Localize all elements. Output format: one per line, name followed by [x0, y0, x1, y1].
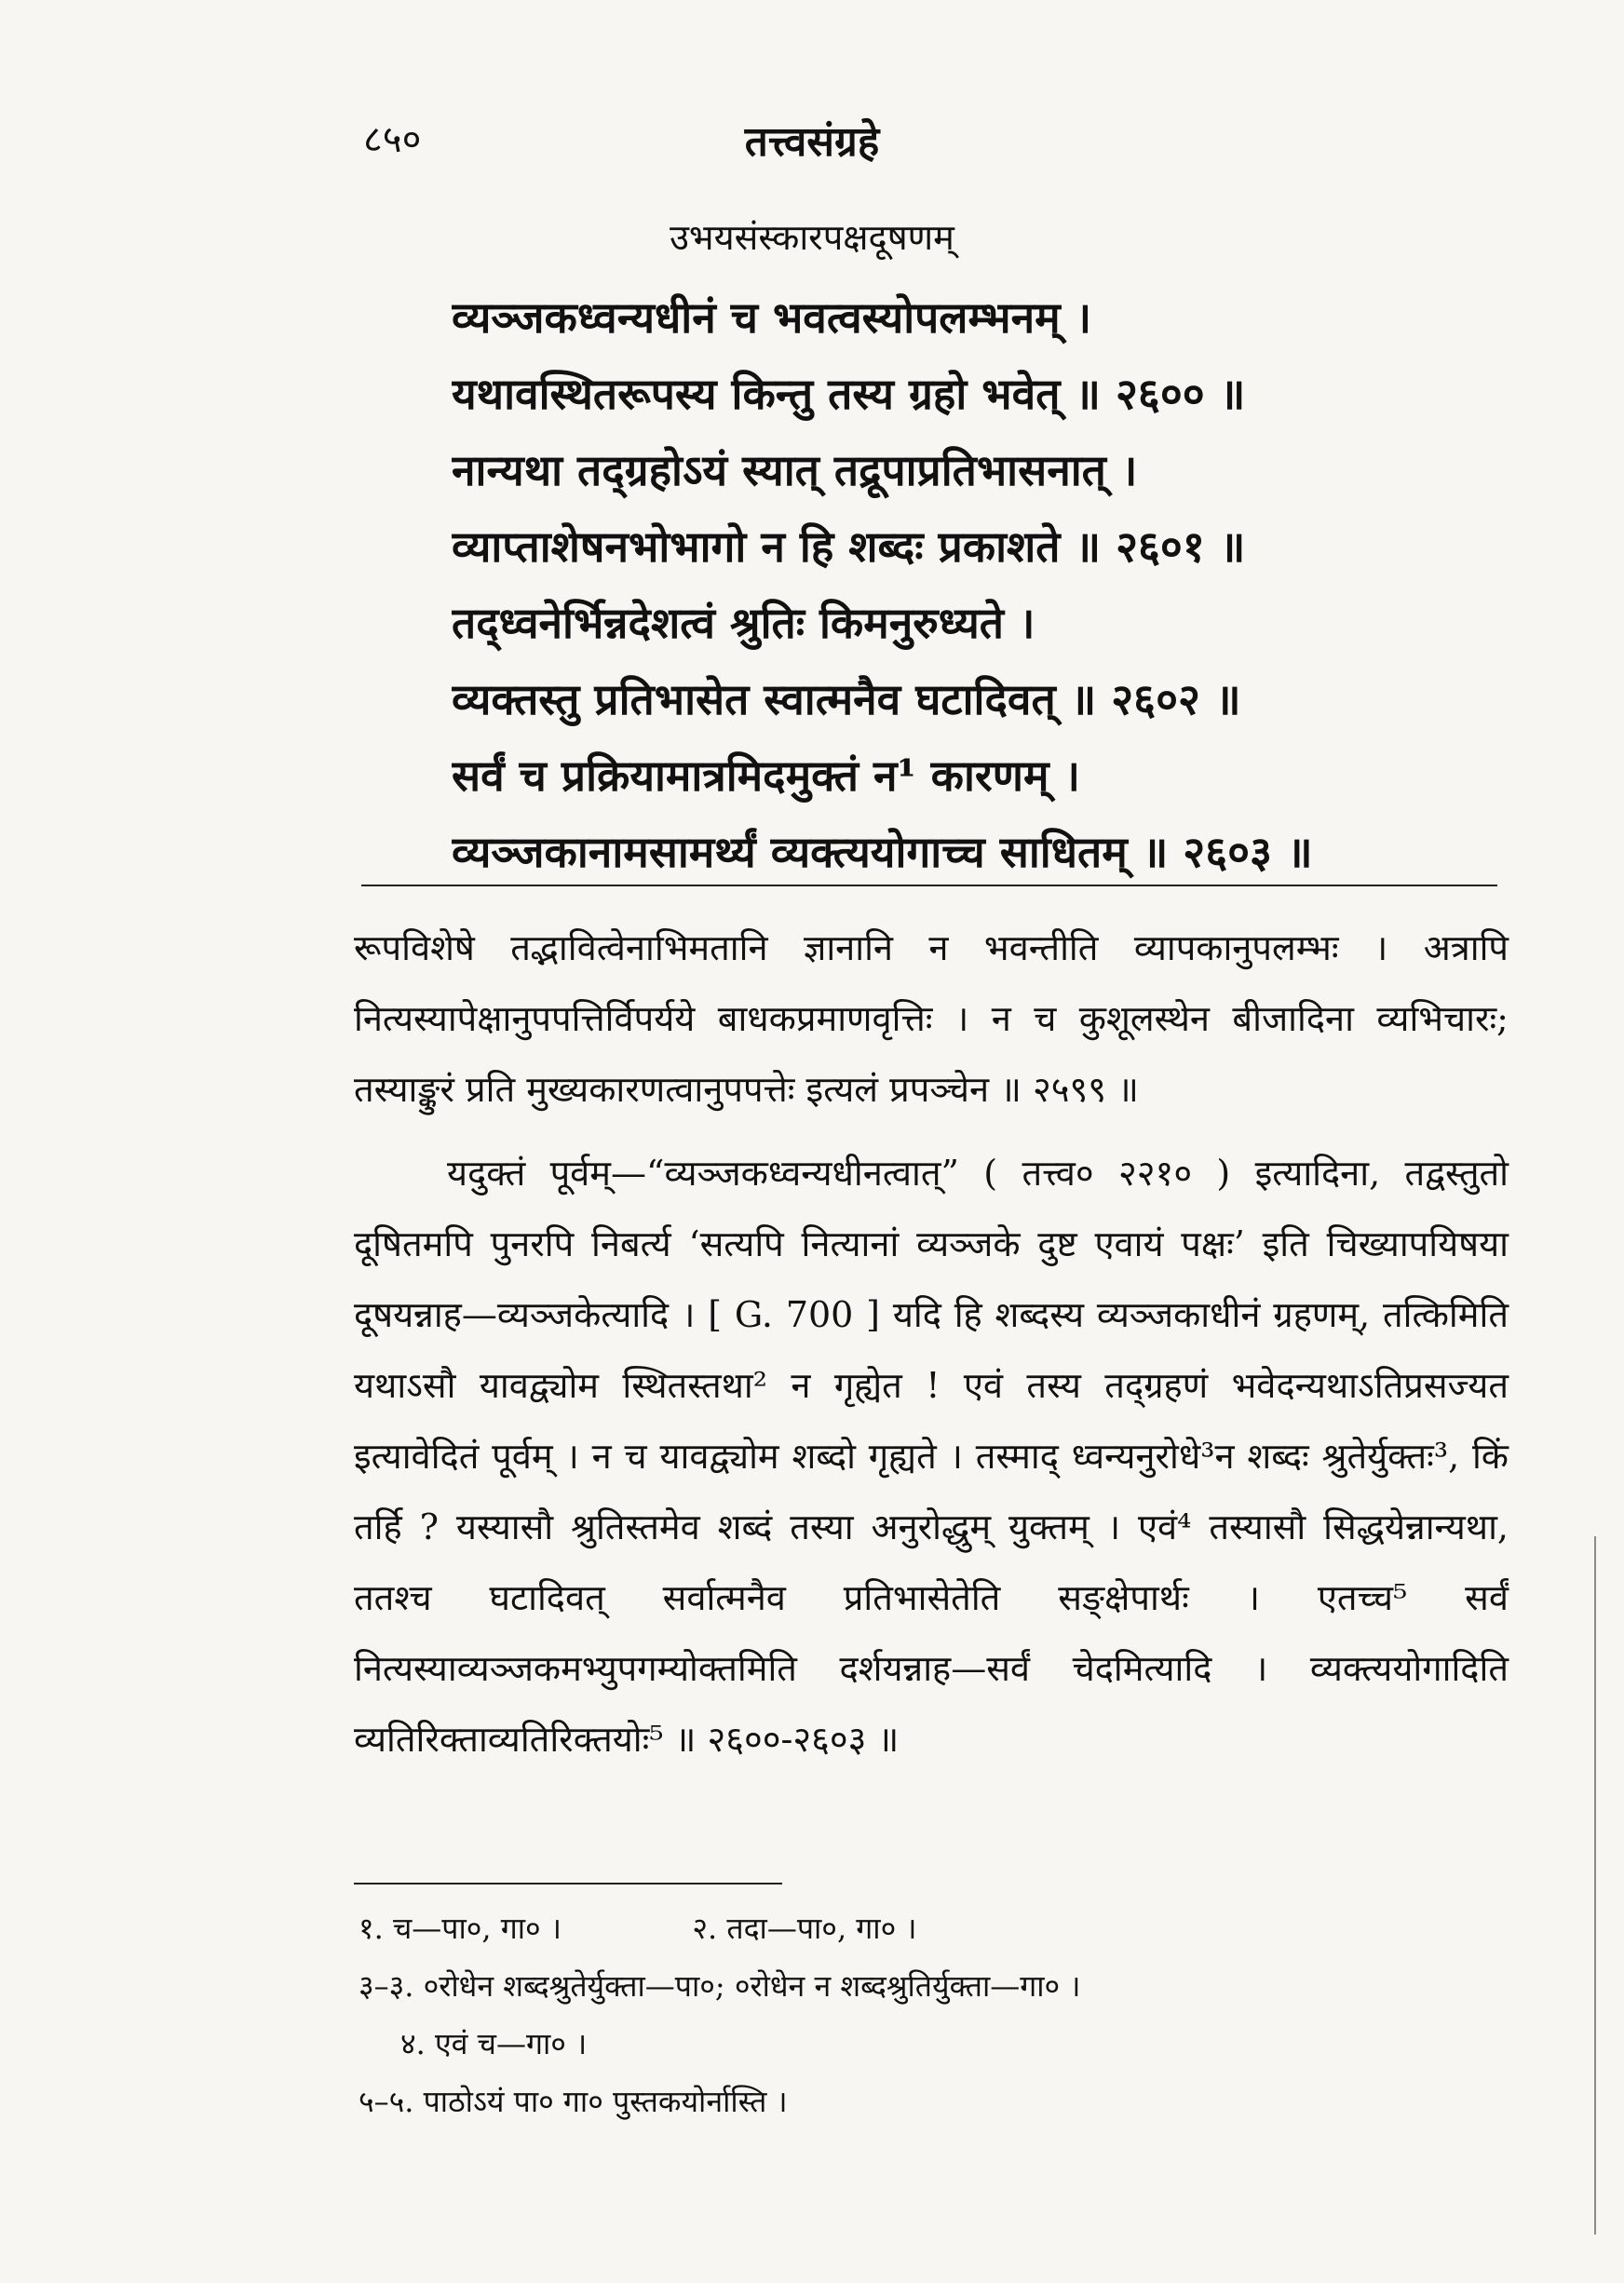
- verse-line: सर्वं च प्रक्रियामात्रमिदमुक्तं न¹ कारणम् ।: [452, 750, 1080, 801]
- page-number: ८५०: [363, 118, 422, 161]
- commentary-block: [354, 912, 1509, 1775]
- running-title: तत्त्वसंग्रहे: [744, 118, 880, 166]
- verse-block: [452, 279, 1504, 890]
- verse-line: यथावस्थितरूपस्य किन्तु तस्य ग्रहो भवेत् ॥ २६०० ॥: [452, 369, 1246, 419]
- footnote: २. तदा—पा०, गा० ।: [692, 1911, 917, 1946]
- section-heading: उभयसंस्कारपक्षदूषणम्: [670, 217, 954, 258]
- scan-edge-line: [1594, 1536, 1596, 2235]
- verse-line: व्यञ्जकध्वन्यधीनं च भवत्वस्योपलम्भनम् ।: [452, 292, 1092, 343]
- footnote: ४. एवं च—गा० ।: [400, 2026, 588, 2061]
- verse-line: तद्ध्वनेर्भिन्नदेशत्वं श्रुतिः किमनुरुध्यते ।: [452, 598, 1035, 648]
- footnote: १. च—पा०, गा० ।: [359, 1911, 562, 1946]
- commentary-paragraph: रूपविशेषे तद्भावित्वेनाभिमतानि ज्ञानानि न भवन्तीति व्यापकानुपलम्भः । अत्रापि नित्यस्यापेक्षानुपपत्तिर्विपर्यये बाधकप्रमाणवृत्तिः । न च कुशूलस्थेन बीजादिना व्यभिचारः; तस्याङ्कुरं प्रति मुख्यकारणत्वानुपपत्तेः इत्यलं प्रपञ्चेन ॥ २५९९ ॥: [354, 927, 1509, 1110]
- footnote: ३–३. ०रोधेन शब्दश्रुतेर्युक्ता—पा०; ०रोधेन न शब्दश्रुतिर्युक्ता—गा० ।: [359, 1968, 1081, 2004]
- verse-line: व्यक्तस्तु प्रतिभासेत स्वात्मनैव घटादिवत् ॥ २६०२ ॥: [452, 674, 1241, 724]
- commentary-paragraph: यदुक्तं पूर्वम्—“व्यञ्जकध्वन्यधीनत्वात्” ( तत्त्व० २२१० ) इत्यादिना, तद्वस्तुतो दूषितमपि पुनरपि निबर्त्य ‘सत्यपि नित्यानां व्यञ्जके दुष्ट एवायं पक्षः’ इति चिख्यापयिषया दूषयन्नाह—व्यञ्जकेत्यादि । [ G. 700 ] यदि हि शब्दस्य व्यञ्जकाधीनं ग्रहणम्, तत्किमिति यथाऽसौ यावद्व्योम स्थितस्तथा² न गृह्येत ! एवं तस्य तद्ग्रहणं भवेदन्यथाऽतिप्रसज्यत इत्यावेदितं पूर्वम् । न च यावद्व्योम शब्दो गृह्यते । तस्माद् ध्वन्यनुरोधे³न शब्दः श्रुतेर्युक्तः³, किं तर्हि ? यस्यासौ श्रुतिस्तमेव शब्दं तस्या अनुरोद्धुम् युक्तम् । एवं⁴ तस्यासौ सिद्धयेन्नान्यथा, ततश्च घटादिवत् सर्वात्मनैव प्रतिभासेतेति सङ्क्षेपार्थः । एतच्च⁵ सर्वं नित्यस्याव्यञ्जकमभ्युपगम्योक्तमिति दर्शयन्नाह—सर्वं चेदमित्यादि । व्यक्त्ययोगादिति व्यतिरिक्ताव्यतिरिक्तयोः⁵ ॥ २६००-२६०३ ॥: [354, 1153, 1509, 1760]
- verse-line: नान्यथा तद्ग्रहोऽयं स्यात् तद्रूपाप्रतिभासनात् ।: [452, 445, 1138, 495]
- verse-line: व्याप्ताशेषनभोभागो न हि शब्दः प्रकाशते ॥ २६०१ ॥: [452, 521, 1246, 572]
- verse-line: व्यञ्जकानामसामर्थ्यं व्यक्त्ययोगाच्च साधितम् ॥ २६०३ ॥: [452, 827, 1313, 877]
- verse-divider: [361, 885, 1497, 886]
- footnote-divider: [354, 1883, 782, 1884]
- footnote: ५–५. पाठोऽयं पा० गा० पुस्तकयोर्नास्ति ।: [359, 2084, 788, 2119]
- footnotes: [359, 1899, 1513, 2130]
